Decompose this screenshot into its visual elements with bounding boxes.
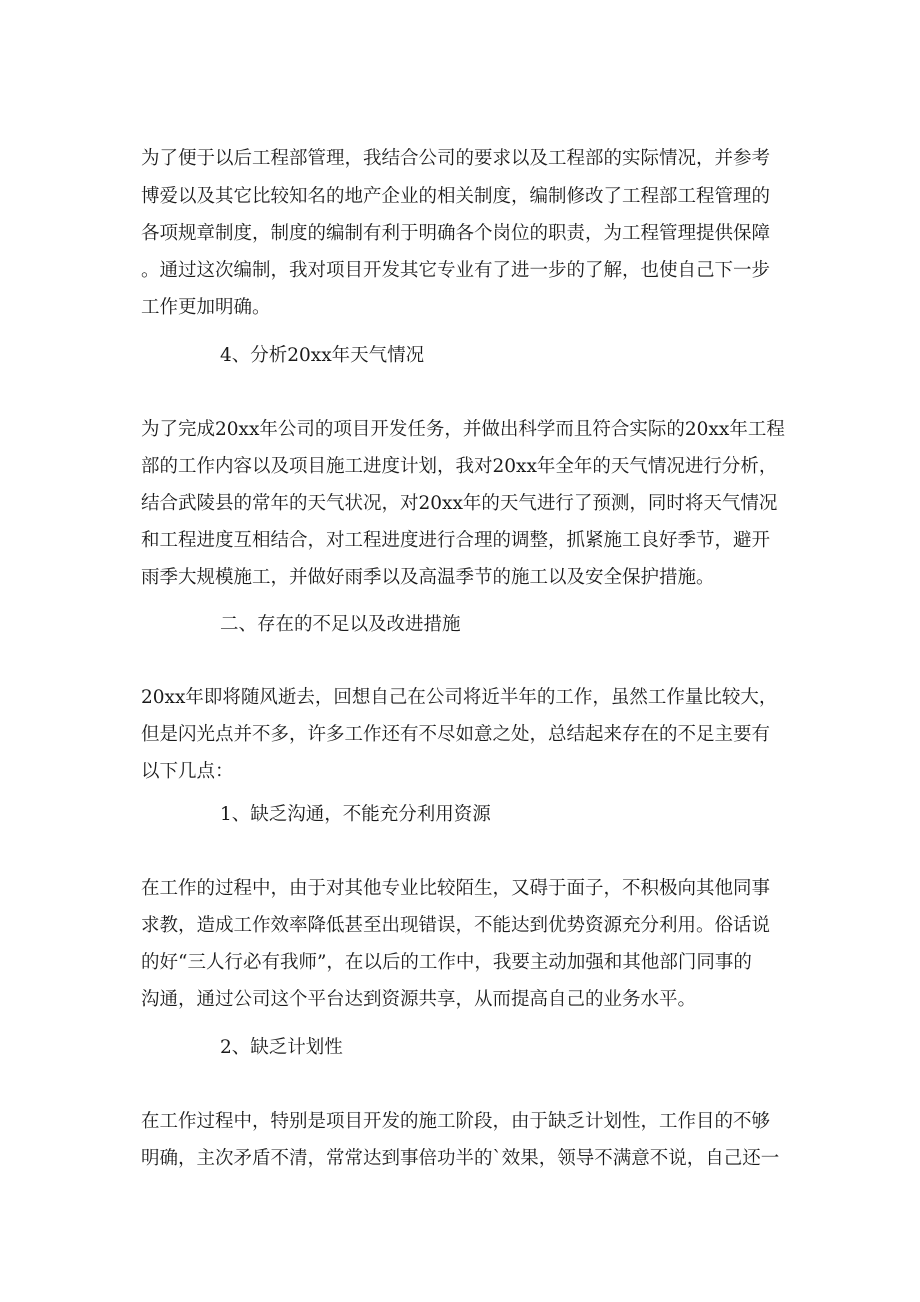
- paragraph-line: 。通过这次编制，我对项目开发其它专业有了进一步的了解，也使自己下一步: [141, 260, 771, 281]
- section-heading-shortcomings: 二、存在的不足以及改进措施: [220, 614, 461, 635]
- paragraph-line: 沟通，通过公司这个平台达到资源共享，从而提高自己的业务水平。: [141, 989, 697, 1010]
- paragraph-line: 工作更加明确。: [141, 297, 271, 318]
- paragraph-line: 在工作的过程中，由于对其他专业比较陌生，又碍于面子，不积极向其他同事: [141, 878, 771, 899]
- paragraph-line: 为了便于以后工程部管理，我结合公司的要求以及工程部的实际情况，并参考: [141, 148, 771, 169]
- paragraph-line: 和工程进度互相结合，对工程进度进行合理的调整，抓紧施工良好季节，避开: [141, 530, 771, 551]
- paragraph-line: 但是闪光点并不多，许多工作还有不尽如意之处，总结起来存在的不足主要有: [141, 724, 771, 745]
- paragraph-line: 明确，主次矛盾不清，常常达到事倍功半的`效果，领导不满意不说，自己还一: [141, 1148, 780, 1169]
- paragraph-line: 在工作过程中，特别是项目开发的施工阶段，由于缺乏计划性，工作目的不够: [141, 1111, 771, 1132]
- paragraph-line: 20xx年即将随风逝去，回想自己在公司将近半年的工作，虽然工作量比较大，: [141, 687, 778, 708]
- paragraph-line: 各项规章制度，制度的编制有利于明确各个岗位的职责，为工程管理提供保障: [141, 223, 771, 244]
- paragraph-line: 求教，造成工作效率降低甚至出现错误，不能达到优势资源充分利用。俗话说: [141, 915, 771, 936]
- paragraph-line: 博爱以及其它比较知名的地产企业的相关制度，编制修改了工程部工程管理的: [141, 186, 771, 207]
- section-heading-planning: 2、缺乏计划性: [220, 1037, 343, 1058]
- paragraph-line: 雨季大规模施工，并做好雨季以及高温季节的施工以及安全保护措施。: [141, 567, 715, 588]
- paragraph-line: 部的工作内容以及项目施工进度计划，我对20xx年全年的天气情况进行分析，: [141, 456, 778, 477]
- section-heading-communication: 1、缺乏沟通，不能充分利用资源: [220, 804, 491, 825]
- paragraph-line: 结合武陵县的常年的天气状况，对20xx年的天气进行了预测，同时将天气情况: [141, 493, 778, 514]
- section-heading-weather: 4、分析20xx年天气情况: [220, 345, 425, 366]
- paragraph-line: 为了完成20xx年公司的项目开发任务，并做出科学而且符合实际的20xx年工程: [141, 419, 785, 440]
- paragraph-line: 以下几点：: [141, 761, 234, 782]
- paragraph-line: 的好“三人行必有我师”，在以后的工作中，我要主动加强和其他部门同事的: [141, 952, 752, 973]
